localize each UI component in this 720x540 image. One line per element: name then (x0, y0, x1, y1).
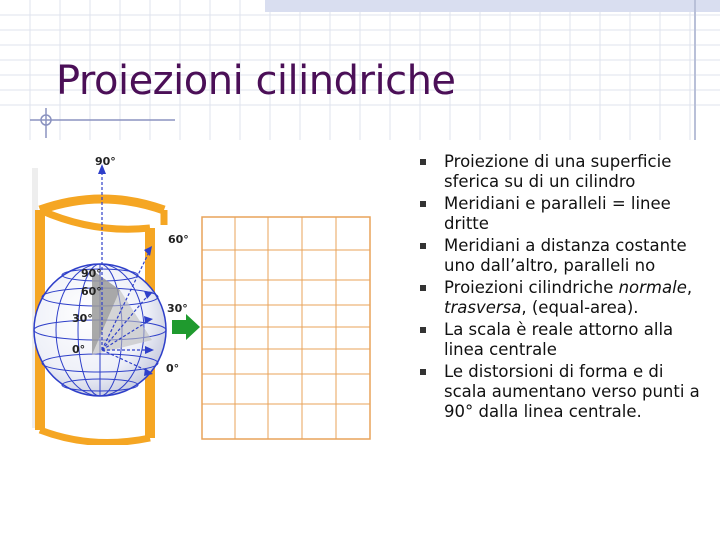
label-30-left: 30° (72, 312, 93, 325)
bullet-item (420, 236, 710, 276)
bullet-text: Proiezioni cilindriche (444, 278, 619, 297)
title-underline-decoration (30, 108, 480, 138)
bullet-item (420, 278, 710, 318)
bullet-marker (420, 201, 426, 207)
bullet-text: Meridiani a distanza costante uno dall’altro, paralleli no (444, 236, 687, 275)
bullet-text: La scala è reale attorno alla linea centrale (444, 320, 674, 359)
bullet-text: Meridiani e paralleli = linee dritte (444, 194, 671, 233)
bullet-text: Le distorsioni di forma e di scala aumentano verso punti a 90° dalla linea centrale. (444, 362, 700, 421)
projection-arrow (172, 314, 200, 340)
bullet-item (420, 194, 710, 234)
projection-grid (202, 217, 370, 439)
bullet-marker (420, 159, 426, 165)
label-60-left: 60° (81, 285, 102, 298)
label-0-right: 0° (166, 362, 180, 375)
bullet-item (420, 152, 710, 192)
bullet-separator: , (686, 278, 693, 297)
bullet-marker (420, 243, 426, 249)
bullet-marker (420, 285, 426, 291)
bullet-marker (420, 327, 426, 333)
cylindrical-projection-figure (32, 150, 377, 445)
label-30-right: 30° (167, 302, 188, 315)
bullet-italic-normale: normale (618, 278, 687, 297)
bullet-marker (420, 369, 426, 375)
label-90-left: 90° (81, 267, 102, 280)
slide-title: Proiezioni cilindriche (56, 58, 456, 104)
label-60-right: 60° (168, 233, 189, 246)
bullet-italic-trasversa: trasversa (444, 298, 522, 317)
label-top-90: 90° (95, 155, 116, 168)
label-0-left: 0° (72, 343, 86, 356)
globe (34, 264, 166, 396)
bullet-list (420, 152, 710, 424)
bullet-text: Proiezione di una superficie sferica su di un cilindro (444, 152, 672, 191)
bullet-item (420, 362, 710, 422)
bullet-item (420, 320, 710, 360)
bullet-text-end: , (equal-area). (521, 298, 639, 317)
